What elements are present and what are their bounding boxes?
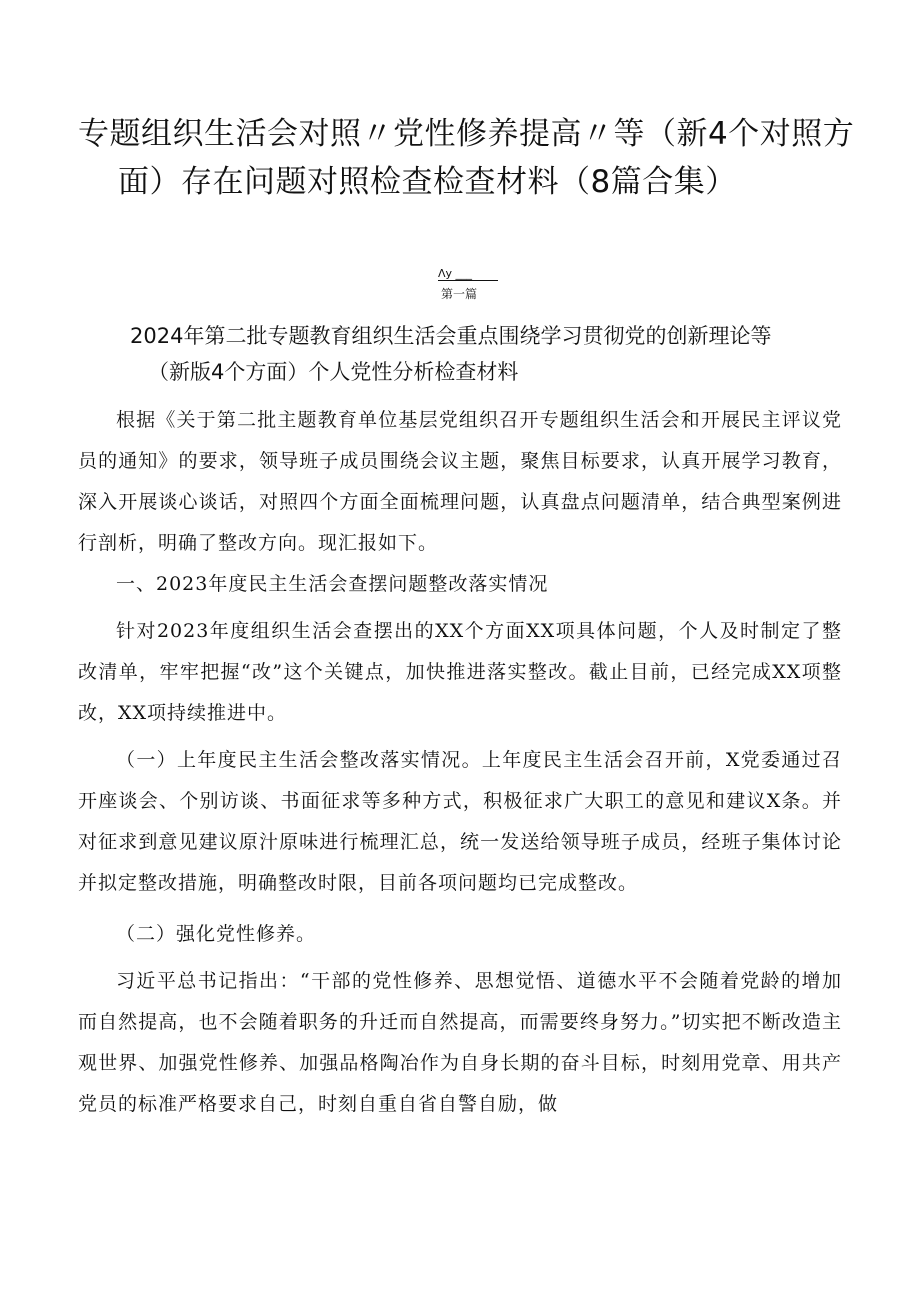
section-marker-top: Λy ___	[438, 268, 498, 281]
body-paragraph-rectification: 针对2023年度组织生活会查摆出的XX个方面XX项具体问题，个人及时制定了整改清单，牢牢把握“改”这个关键点，加快推进落实整改。截止目前，已经完成XX项整改，XX项持续推进中。	[78, 620, 842, 724]
body-heading-1: 一、2023年度民主生活会查摆问题整改落实情况	[116, 573, 549, 595]
body-paragraph-intro: 根据《关于第二批主题教育单位基层党组织召开专题组织生活会和开展民主评议党员的通知》的要求，领导班子成员围绕会议主题，聚焦目标要求，认真开展学习教育，深入开展谈心谈话，对照四个方面全面梳理问题，认真盘点问题清单，结合典型案例进行剖析，明确了整改方向。现汇报如下。	[78, 409, 842, 554]
section-marker-label: 第一篇	[441, 287, 478, 301]
section-title-line-2: （新版4个方面）个人党性分析检查材料	[148, 360, 519, 384]
body-subheading-party-spirit: （二）强化党性修养。	[116, 923, 317, 945]
document-title-line-2: 面）存在问题对照检查检查材料（8篇合集）	[118, 164, 737, 200]
document-title-line-1: 专题组织生活会对照〃党性修养提高〃等（新4个对照方	[78, 116, 855, 152]
body-paragraph-quote: 习近平总书记指出：“干部的党性修养、思想觉悟、道德水平不会随着党龄的增加而自然提高，也不会随着职务的升迁而自然提高，而需要终身努力。”切实把不断改造主观世界、加强党性修养、加强品格陶冶作为自身长期的奋斗目标，时刻用党章、用共产党员的标准严格要求自己，时刻自重自省自警自励，做	[78, 970, 842, 1115]
document-title	[78, 110, 858, 206]
section-title-line-1: 2024年第二批专题教育组织生活会重点围绕学习贯彻党的创新理论等	[130, 324, 772, 348]
section-title	[130, 318, 870, 390]
body-paragraph-last-year: （一）上年度民主生活会整改落实情况。上年度民主生活会召开前，X党委通过召开座谈会、个别访谈、书面征求等多种方式，积极征求广大职工的意见和建议X条。并对征求到意见建议原汁原味进行梳理汇总，统一发送给领导班子成员，经班子集体讨论并拟定整改措施，明确整改时限，目前各项问题均已完成整改。	[78, 749, 842, 894]
document-body	[78, 400, 842, 1125]
